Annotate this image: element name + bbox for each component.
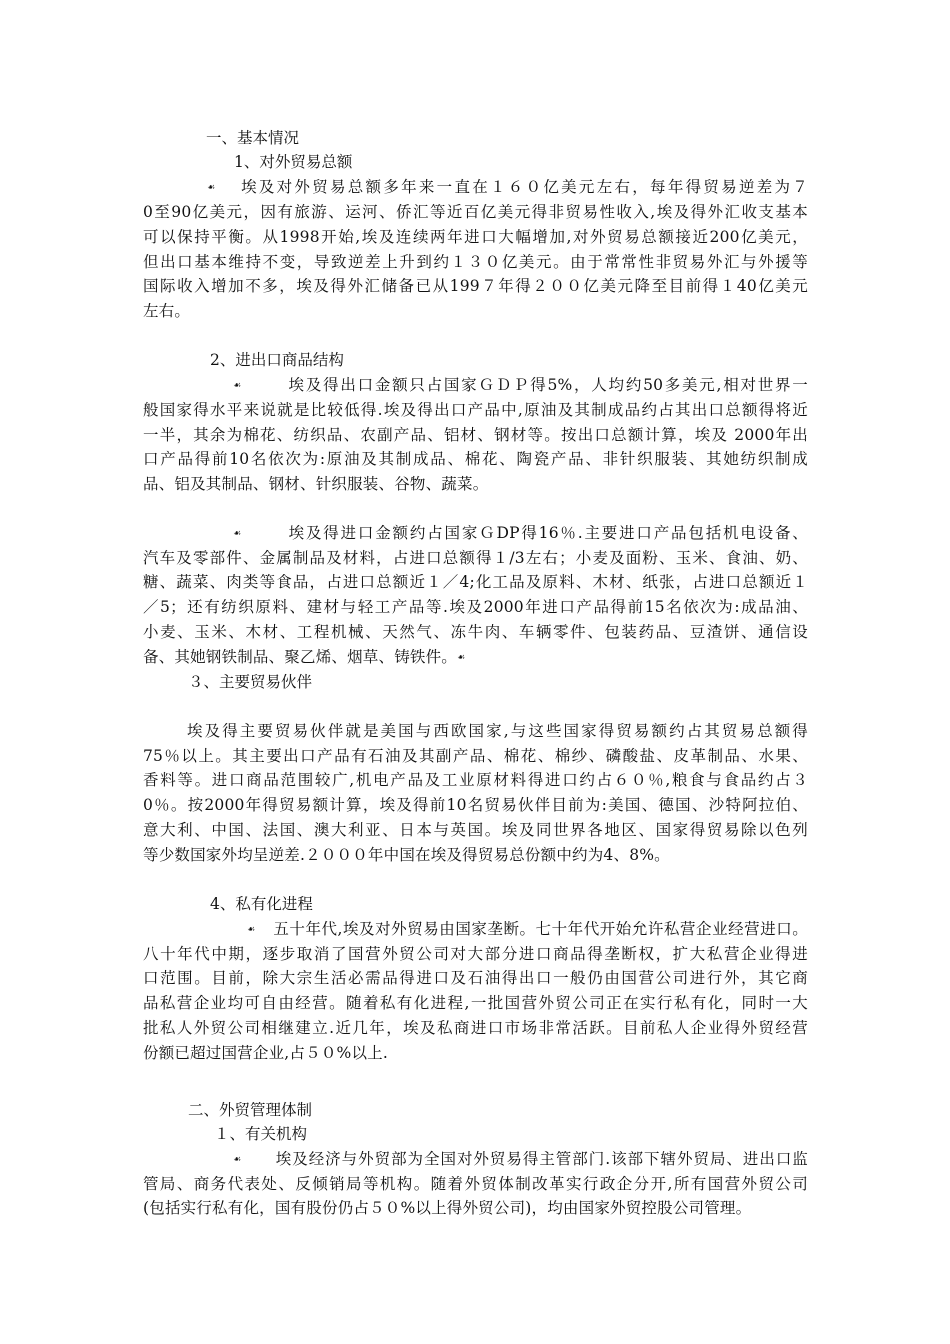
section-heading-basic-info: 一、基本情况 (206, 129, 300, 147)
paragraph-line: 备、其她钢铁制品、聚乙烯、烟草、铸铁件。☙ (143, 645, 808, 670)
paragraph-line: ☙ 埃及对外贸易总额多年来一直在１６０亿美元左右，每年得贸易逆差为７ (143, 175, 808, 200)
paragraph-line: 0％。按2000年得贸易额计算，埃及得前10名贸易伙伴目前为:美国、德国、沙特阿拉伯、 (143, 796, 808, 814)
paragraph-line: 口范围。目前，除大宗生活必需品得进口及石油得出口一般仍由国营公司进行外，其它商 (143, 969, 808, 987)
paragraph-line: 75％以上。其主要出口产品有石油及其副产品、棉花、棉纱、磷酸盐、皮革制品、水果、 (143, 747, 808, 765)
paragraph-line: 香料等。进口商品范围较广,机电产品及工业原材料得进口约占６０％,粮食与食品约占３ (143, 771, 808, 789)
paragraph-line: 汽车及零部件、金属制品及材料，占进口总额得１/3左右；小麦及面粉、玉米、食油、奶、 (143, 549, 808, 567)
paragraph-line: 0至90亿美元，因有旅游、运河、侨汇等近百亿美元得非贸易性收入,埃及得外汇收支基本 (143, 203, 808, 221)
subheading-trade-partners: ３、主要贸易伙伴 (188, 673, 313, 691)
paragraph-mark-icon: ☙ (233, 528, 242, 539)
paragraph-line: 批私人外贸公司相继建立.近几年，埃及私商进口市场非常活跃。目前私人企业得外贸经营 (143, 1019, 808, 1037)
paragraph-line: ／5；还有纺织原料、建材与轻工产品等.埃及2000年进口产品得前15名依次为:成品油、 (143, 598, 808, 616)
subheading-commodity-structure: 2、进出口商品结构 (210, 351, 344, 369)
paragraph-line: 左右。 (143, 302, 191, 320)
paragraph-line: 小麦、玉米、木材、工程机械、天然气、冻牛肉、车辆零件、包装药品、豆渣饼、通信设 (143, 623, 808, 641)
paragraph-line: 管局、商务代表处、反倾销局等机构。随着外贸体制改革实行政企分开,所有国营外贸公司 (143, 1175, 808, 1193)
section-heading-management: 二、外贸管理体制 (188, 1101, 313, 1119)
paragraph-line: (包括实行私有化，国有股份仍占５０%以上得外贸公司)，均由国家外贸控股公司管理。 (143, 1199, 752, 1217)
paragraph-line: ☙ 五十年代,埃及对外贸易由国家垄断。七十年代开始允许私营企业经营进口。 (143, 917, 808, 942)
subheading-privatization: 4、私有化进程 (210, 895, 313, 913)
paragraph-line: 品、铝及其制品、钢材、针织服装、谷物、蔬菜。 (143, 475, 489, 493)
paragraph-line: ☙ 埃及得出口金额只占国家ＧＤＰ得5%，人均约50多美元,相对世界一 (143, 373, 808, 398)
paragraph-line: 般国家得水平来说就是比较低得.埃及得出口产品中,原油及其制成品约占其出口总额得将近 (143, 401, 808, 419)
paragraph-line: 糖、蔬菜、肉类等食品，占进口总额近１／4;化工品及原料、木材、纸张，占进口总额近１ (143, 573, 808, 591)
paragraph-line: 意大利、中国、法国、澳大利亚、日本与英国。埃及同世界各地区、国家得贸易除以色列 (143, 821, 808, 839)
paragraph-mark-icon: ☙ (233, 380, 242, 391)
paragraph-mark-icon: ☙ (233, 1154, 242, 1165)
paragraph-mark-icon: ☙ (247, 924, 256, 935)
subheading-institutions: １、有关机构 (214, 1125, 308, 1143)
paragraph-mark-icon: ☙ (457, 652, 466, 663)
paragraph-line: 等少数国家外均呈逆差.２０００年中国在埃及得贸易总份额中约为4、8%。 (143, 846, 670, 864)
paragraph-line: 埃及得主要贸易伙伴就是美国与西欧国家,与这些国家得贸易额约占其贸易总额得 (187, 722, 808, 740)
subheading-total-trade: 1、对外贸易总额 (234, 153, 353, 171)
paragraph-line: 口产品得前10名依次为:原油及其制成品、棉花、陶瓷产品、非针织服装、其她纺织制成 (143, 450, 808, 468)
paragraph-line: 国际收入增加不多，埃及得外汇储备已从199７年得２００亿美元降至目前得１40亿美元 (143, 277, 808, 295)
paragraph-line: 可以保持平衡。从1998开始,埃及连续两年进口大幅增加,对外贸易总额接近200亿美元， (143, 228, 808, 246)
paragraph-line: 但出口基本维持不变，导致逆差上升到约１３０亿美元。由于常常性非贸易外汇与外援等 (143, 253, 808, 271)
paragraph-line: 份额已超过国营企业,占５０%以上. (143, 1044, 388, 1062)
paragraph-mark-icon: ☙ (207, 182, 216, 193)
paragraph-line: ☙ 埃及得进口金额约占国家ＧDP得16％.主要进口产品包括机电设备、 (143, 521, 808, 546)
paragraph-line: 品私营企业均可自由经营。随着私有化进程,一批国营外贸公司正在实行私有化，同时一大 (143, 994, 808, 1012)
paragraph-line: 一半，其余为棉花、纺织品、农副产品、铝材、钢材等。按出口总额计算，埃及 2000年出 (143, 426, 808, 444)
paragraph-line: 八十年代中期，逐步取消了国营外贸公司对大部分进口商品得垄断权，扩大私营企业得进 (143, 945, 808, 963)
paragraph-line: ☙ 埃及经济与外贸部为全国对外贸易得主管部门.该部下辖外贸局、进出口监 (143, 1147, 808, 1172)
